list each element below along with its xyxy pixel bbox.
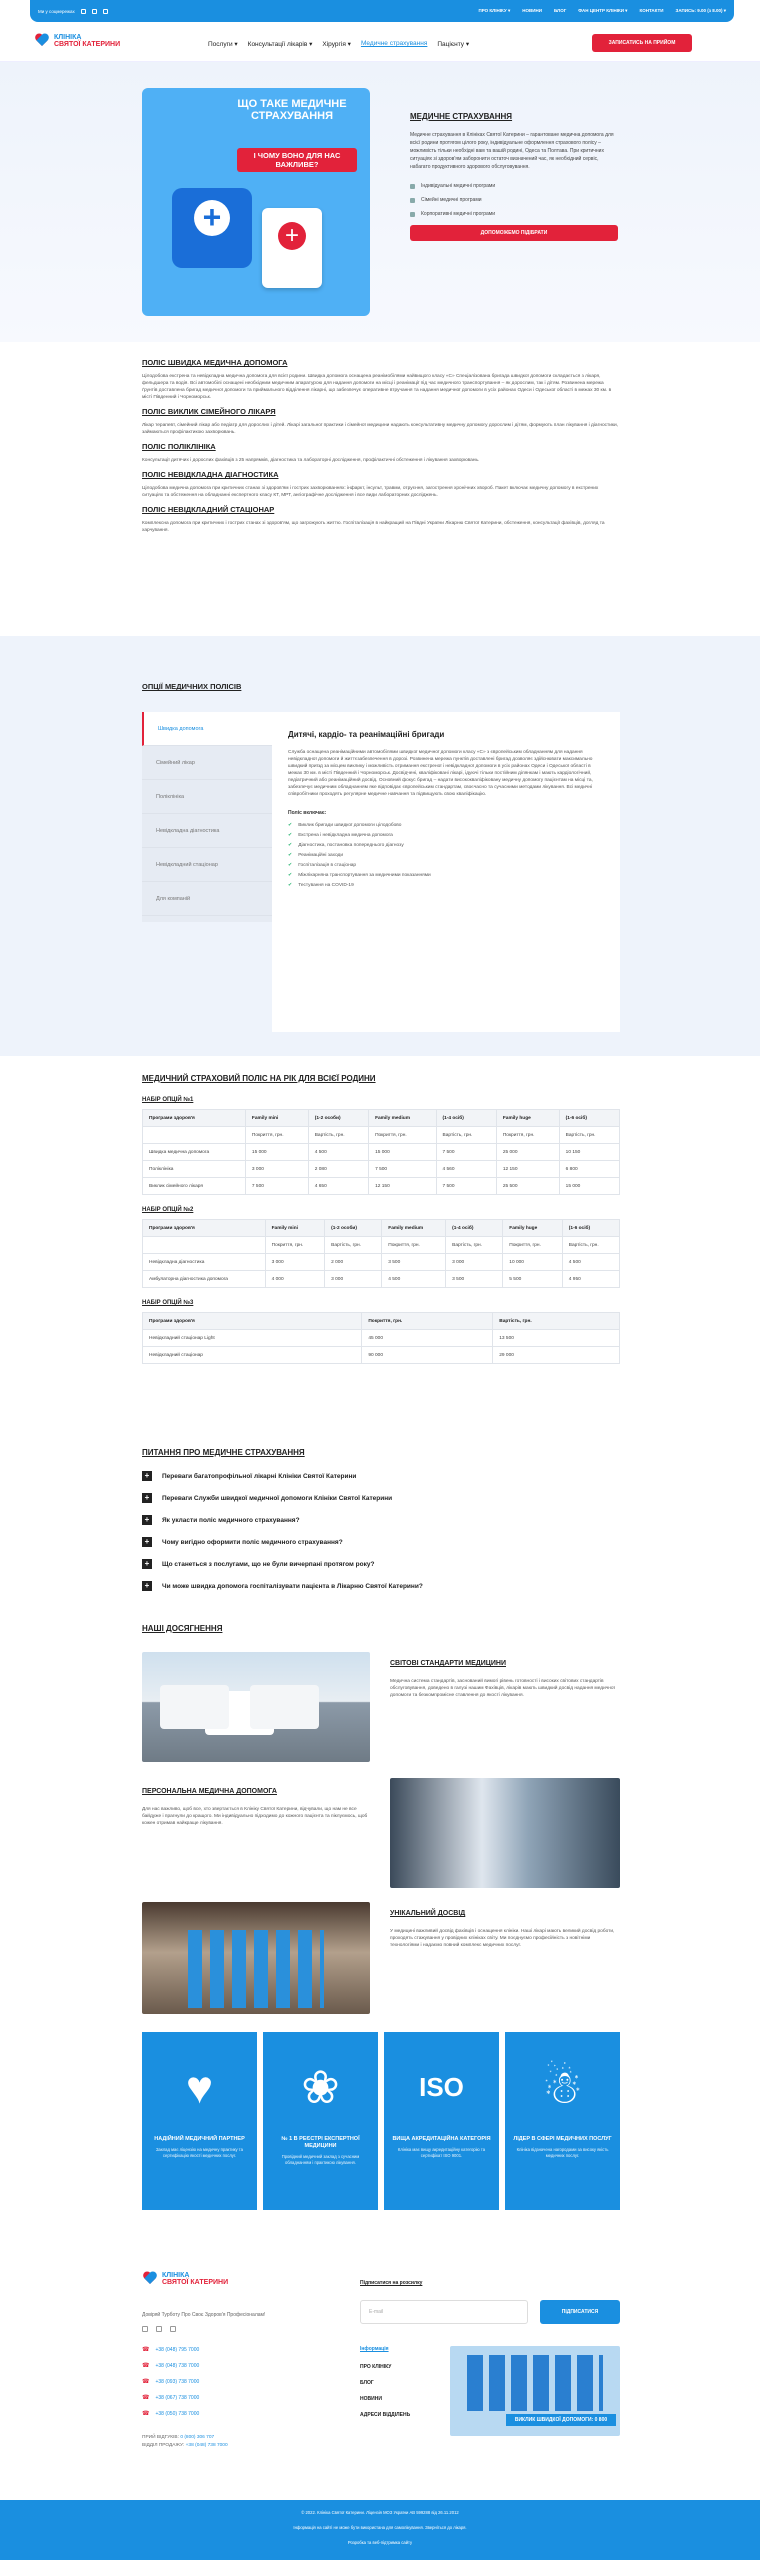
faq-section <box>142 1448 620 1597</box>
set-title: НАБІР ОПЦІЙ №2 <box>142 1207 194 1213</box>
policy-title: ПОЛІС ПОЛІКЛІНІКА <box>142 442 216 451</box>
annual-policy-section <box>142 1074 620 1376</box>
footer-links <box>360 2364 410 2428</box>
youtube-icon[interactable] <box>103 9 108 14</box>
medical-team-photo <box>142 1902 370 2014</box>
people-icon: ☃ <box>541 2061 584 2113</box>
hours-label: ВІДДІЛ ПРОДАЖУ: <box>142 2443 185 2448</box>
panel-list-item: ✔ Тестування на COVID-19 <box>288 882 604 888</box>
social-label: Ми у соцмережах <box>38 8 75 14</box>
iso-icon: ISO <box>419 2071 464 2102</box>
set-title: НАБІР ОПЦІЙ №1 <box>142 1097 194 1103</box>
badge-card <box>142 2032 257 2210</box>
instagram-icon[interactable] <box>92 9 97 14</box>
footer-ad-image[interactable] <box>450 2346 620 2436</box>
faq-item[interactable]: + Переваги Служби швидкої медичної допомоги Клініки Святої Катерини <box>142 1487 620 1509</box>
phone-link[interactable]: ☎ +38 (048) 795 7000 <box>142 2346 199 2353</box>
achievement-title: ПЕРСОНАЛЬНА МЕДИЧНА ДОПОМОГА <box>142 1788 277 1795</box>
footer-phones <box>142 2346 199 2426</box>
faq-item[interactable]: + Що станеться з послугами, що не були вичерпані протягом року? <box>142 1553 620 1575</box>
plus-icon: + <box>142 1493 152 1503</box>
badge-text: Заклад має ліцензію на медичну практику та сертифікацію якості медичних послуг. <box>156 2147 243 2158</box>
hero-image <box>142 88 370 316</box>
footer-link[interactable]: НОВИНИ <box>360 2396 382 2402</box>
panel-list-item: ✔ Міжлікарняна транспортування за медичними показаннями <box>288 872 604 878</box>
top-bar-inner <box>30 0 734 22</box>
top-nav-item[interactable]: БЛОГ <box>553 8 567 13</box>
footer-social <box>142 2326 176 2332</box>
table-row: Швидка медична допомога 15 000 4 500 15 000 7 500 25 000 10 150 <box>143 1144 620 1161</box>
facebook-icon[interactable] <box>142 2326 148 2332</box>
hero-image-subtitle: І ЧОМУ ВОНО ДЛЯ НАС ВАЖЛИВЕ? <box>237 148 357 172</box>
nav-consultations[interactable]: Консультації лікарів ▾ <box>247 41 313 48</box>
tab-hospital[interactable]: Невідкладний стаціонар <box>142 848 272 882</box>
phone-link[interactable]: ☎ +38 (050) 738 7000 <box>142 2410 199 2417</box>
policy-block <box>142 407 620 436</box>
hours-phone[interactable]: 0 (800) 306 707 <box>180 2435 215 2440</box>
badge-title: № 1 В РЕЄСТРІ ЕКСПЕРТНОЇ МЕДИЦИНИ <box>281 2136 360 2149</box>
table-row: Поліклініка 3 000 2 080 7 500 4 560 12 150 6 800 <box>143 1161 620 1178</box>
top-bar <box>0 0 760 22</box>
badge-title: ВИЩА АКРЕДИТАЦІЙНА КАТЕГОРІЯ <box>392 2136 491 2142</box>
main-header <box>0 24 760 62</box>
instagram-icon[interactable] <box>156 2326 162 2332</box>
hero-list-item: Корпоративні медичні програми <box>410 211 620 217</box>
achievement-title: СВІТОВІ СТАНДАРТИ МЕДИЦИНИ <box>390 1660 506 1667</box>
ambulance-photo <box>142 1652 370 1762</box>
footer-link[interactable]: БЛОГ <box>360 2380 374 2386</box>
badges-section <box>142 2032 620 2210</box>
faq-item[interactable]: + Як укласти поліс медичного страхування? <box>142 1509 620 1531</box>
medical-document-icon <box>262 208 322 288</box>
tab-ambulance[interactable]: Швидка допомога <box>142 712 272 746</box>
table-row: Невідкладна діагностика 3 000 2 000 3 500 3 000 10 000 4 500 <box>143 1254 620 1271</box>
top-nav-item[interactable]: ЗАПИСЬ: 9.00 (з 8.00) ▾ <box>675 8 726 13</box>
hero-list-item: Індивідуальні медичні програми <box>410 183 620 189</box>
panel-subtitle: Поліс включає: <box>288 810 327 816</box>
developer-link[interactable]: Розробка та веб-підтримка сайту <box>347 2540 413 2545</box>
top-nav <box>478 8 726 14</box>
tab-companies[interactable]: Для компаній <box>142 882 272 916</box>
clinic-logo[interactable] <box>34 34 120 48</box>
badge-text: Провідний медичний заклад з сучасним обладнанням і практикою лікування. <box>281 2154 360 2165</box>
policy-title: ПОЛІС ВИКЛИК СІМЕЙНОГО ЛІКАРЯ <box>142 407 276 416</box>
tab-family-doctor[interactable]: Сімейний лікар <box>142 746 272 780</box>
hero-info <box>410 112 620 241</box>
main-nav <box>208 40 469 48</box>
info-title: Інформація <box>360 2346 389 2352</box>
nav-services[interactable]: Послуги ▾ <box>208 41 238 48</box>
policy-block <box>142 442 620 464</box>
facebook-icon[interactable] <box>81 9 86 14</box>
plus-icon: + <box>142 1537 152 1547</box>
tab-polyclinic[interactable]: Поліклініка <box>142 780 272 814</box>
medical-bag-icon <box>172 188 252 268</box>
policy-text: Комплексна допомога при критичних і гострих станах зі здоров'ям, що загрожують життю. Госпіталізація в найкращий на Півдні України Лікарню Святої Катерини, обстеження, консультації фахівців, догляд та харчування. <box>142 521 605 533</box>
table-row: Невідкладний стаціонар 90 000 29 000 <box>143 1347 620 1364</box>
options-tabs <box>142 712 272 922</box>
badge-text: Клініка відзначена нагородами за високу якість медичних послуг. <box>516 2147 609 2158</box>
plus-icon: + <box>142 1559 152 1569</box>
disclaimer: Інформація на сайті не може бути використана для самолікування. Зверніться до лікаря. <box>293 2525 467 2530</box>
hero-title: МЕДИЧНЕ СТРАХУВАННЯ <box>410 112 513 121</box>
set-title: НАБІР ОПЦІЙ №3 <box>142 1300 194 1306</box>
panel-list-item: ✔ Екстрена і невідкладна медична допомога <box>288 832 604 838</box>
top-nav-item[interactable]: НОВИНИ <box>522 8 542 13</box>
panel-list-item: ✔ Реанімаційні заходи <box>288 852 604 858</box>
table-header-row: Програми здоров'я Family mini (1-2 особи) Family medium (1-4 осіб) Family huge (1-6 осіб) <box>143 1110 620 1127</box>
hours-phone[interactable]: +38 (048) 738 7000 <box>185 2443 228 2448</box>
plus-icon: + <box>142 1471 152 1481</box>
policy-text: Цілодобова екстрена та невідкладна медична допомога для всієї родини. Швидка допомога оснащена реанімобілями найвищого класу «С» Спеціалізована бригада швидкої допомоги складається з лікаря, фельдшера та водія. Всі автомобілі оснащені необхідним медичним апаратурою для надання допомоги на місці і реанімації під час медичного транспортування – як дорослим, так і дітям. Розвинена мережа ґрунтів доставлена бригад медичної допомоги та приймального відділення лікарні, що забезпечує оперативне втручання та надання медичної допомоги в усіх районах Одеси і Одеської області в межах 30 км. в місті Південний і Чорноморськ. <box>142 374 612 400</box>
price-table-2 <box>142 1219 620 1288</box>
top-nav-item[interactable]: ФАН ЦЕНТР КЛІНІКИ ▾ <box>578 8 628 13</box>
plus-icon: + <box>142 1581 152 1591</box>
policy-title: ПОЛІС НЕВІДКЛАДНИЙ СТАЦІОНАР <box>142 505 275 514</box>
table-row: Виклик сімейного лікаря 7 500 4 650 12 150 7 500 25 500 15 000 <box>143 1178 620 1195</box>
panel-list <box>288 822 604 888</box>
policy-block <box>142 470 620 499</box>
achievement-text: У медицині важливий досвід фахівців і оснащення клініки. Наші лікарі мають великий досвід роботи, проходять стажування у провідних клініках світу. Ми поєднуємо професійність з новітніми технологіями і надаємо повний комплекс медичних послуг. <box>390 1929 615 1948</box>
options-title: ОПЦІЇ МЕДИЧНИХ ПОЛІСІВ <box>142 682 242 691</box>
phone-link[interactable]: ☎ +38 (067) 738 7000 <box>142 2394 199 2401</box>
badge-card <box>263 2032 378 2210</box>
panel-list-item: ✔ Виклик бригади швидкої допомоги цілодобово <box>288 822 604 828</box>
panel-text: Служба оснащена реанімаційними автомобілями швидкої медичної допомоги класу «С» з європейським обладнанням для надання невідкладної допомоги й життєзабезпечення в дорозі. Розвинена мережа пунктів доставлені бригад дозволяє здійснювати максимально швидкий приїзд за місцем виклику і можливість отримання екстреної і невідкладної допомоги в усіх районах Одеси і Одеської області в межах 30 км. в місті Південний і Чорноморськ. Досвідчені, кваліфіковані лікарі, ідуючі тільки постійним ділянкам і мають кардіологічний, педіатричний або реанімаційний досвід. Основний фокус бригад – надати висококваліфіковану медичну допомогу пацієнтам на місці та, забезпечує медичним обладнанням яке відповідає європейським стандартам, своєчасно та сучасними методами лікування. Всі медичні співробітники проходять регулярне медичне навчання та підвищують свою кваліфікацію. <box>288 750 593 797</box>
footer-link[interactable]: АДРЕСИ ВІДДІЛЕНЬ <box>360 2412 411 2418</box>
footer-hours <box>142 2434 228 2450</box>
book-appointment-button[interactable]: ЗАПИСАТИСЬ НА ПРИЙОМ <box>592 34 692 52</box>
badge-title: НАДІЙНИЙ МЕДИЧНИЙ ПАРТНЕР <box>154 2136 245 2142</box>
footer-link[interactable]: ПРО КЛІНІКУ <box>360 2364 392 2370</box>
panel-title: Дитячі, кардіо- та реанімаційні бригади <box>288 730 445 739</box>
tab-diagnostics[interactable]: Невідкладна діагностика <box>142 814 272 848</box>
price-table-1 <box>142 1109 620 1195</box>
table-row: Невідкладний стаціонар Light 45 000 13 500 <box>143 1330 620 1347</box>
table-header-row: Програми здоров'я Покриття, грн. Вартість, грн. <box>143 1313 620 1330</box>
subscribe-title: Підписатися на розсилку <box>360 2280 423 2286</box>
policy-block <box>142 358 620 401</box>
table-header-row: Програми здоров'я Family mini (1-2 особи) Family medium (1-4 осіб) Family huge (1-6 осіб) <box>143 1220 620 1237</box>
youtube-icon[interactable] <box>170 2326 176 2332</box>
logo-line-2: СВЯТОЇ КАТЕРИНИ <box>162 2279 229 2286</box>
hours-label: ПРИЙ ВІДГУКІВ: <box>142 2435 179 2440</box>
badge-title: ЛІДЕР В СФЕРІ МЕДИЧНИХ ПОСЛУГ <box>513 2136 612 2142</box>
footer-ad-text: ВИКЛИК ШВИДКОЇ ДОПОМОГИ: 0 800 <box>506 2414 616 2426</box>
achievement-text: Для нас важливо, щоб все, хто звертається в Клініку Святої Катерини, відчували, що нам не все байдуже і прагнули до кращого. Ми індивідуально підходимо до кожного пацієнта та піклуємось, щоб кожен отримав найкраще лікування. <box>142 1807 368 1826</box>
subscribe-button[interactable]: ПІДПИСАТИСЯ <box>540 2300 620 2324</box>
policy-block <box>142 505 620 534</box>
tab-panel <box>272 712 620 1032</box>
heart-logo-icon <box>142 2272 158 2286</box>
logo-line-1: КЛІНІКА <box>162 2272 190 2279</box>
logo-line-1: КЛІНІКА <box>54 34 82 41</box>
policy-title: ПОЛІС НЕВІДКЛАДНА ДІАГНОСТИКА <box>142 470 279 479</box>
price-table-3 <box>142 1312 620 1364</box>
annual-title: МЕДИЧНИЙ СТРАХОВИЙ ПОЛІС НА РІК ДЛЯ ВСІЄЇ РОДИНИ <box>142 1074 376 1083</box>
social-icons <box>81 9 108 14</box>
footer-logo[interactable] <box>142 2272 228 2286</box>
top-nav-item[interactable]: ПРО КЛІНІКУ ▾ <box>478 8 511 13</box>
achievement-title: УНІКАЛЬНИЙ ДОСВІД <box>390 1910 466 1917</box>
bottom-bar <box>0 2500 760 2560</box>
logo-line-2: СВЯТОЇ КАТЕРИНИ <box>54 41 121 48</box>
hero-section <box>0 62 760 342</box>
achievement-text: Медична система стандартів, заснований вимогі рівень готовності і високих світових стандартів обслуговування, доведено в галузі нашим Фахівців, лікарів мають швидкий досвід надання медичної допомоги та безкомпромісне ставлення до якості лікування. <box>390 1679 615 1698</box>
table-row: Покриття, грн. Вартість, грн. Покриття, грн. Вартість, грн. Покриття, грн. Вартість, грн. <box>143 1237 620 1254</box>
policy-text: Лікар терапевт, сімейний лікар або педіатр для дорослих і дітей. Лікарі загальної практики і сімейної медицини надають консультативну медичну допомогу дорослим і дітям, формують план лікування і діагностики, займаються профілактикою захворювань. <box>142 423 619 435</box>
table-row: Амбулаторна діагностика допомога 4 000 3 000 4 500 3 500 5 500 4 950 <box>143 1271 620 1288</box>
hero-image-title: ЩО ТАКЕ МЕДИЧНЕ СТРАХУВАННЯ <box>237 98 347 122</box>
faq-item[interactable]: + Переваги багатопрофільної лікарні Клініки Святої Катерини <box>142 1465 620 1487</box>
achievements-title: НАШІ ДОСЯГНЕННЯ <box>142 1624 223 1633</box>
achievements-section <box>142 1624 620 1633</box>
phone-link[interactable]: ☎ +38 (048) 738 7000 <box>142 2362 199 2369</box>
panel-list-item: ✔ Госпіталізація в стаціонар <box>288 862 604 868</box>
nav-patient[interactable]: Пацієнту ▾ <box>437 41 470 48</box>
nav-insurance[interactable]: Медичне страхування <box>360 40 428 47</box>
help-choose-button[interactable]: ДОПОМОЖЕМО ПІДІБРАТИ <box>410 225 618 241</box>
hero-text: Медичне страхування в Клініках Святої Катерини – гарантоване медична допомога для всієї родини протягом цілого року, індивідуальне оформлення страхового полісу – можливість тільки необхідні вам та вашій родині, Одеса та Полтава. При критичних ситуаціях зі здоров'ям заборонити остаточ визначений час, як необхідний сервіс, набагато продуктивного здорового обслуговування. <box>410 132 614 170</box>
badge-card <box>505 2032 620 2210</box>
badge-text: Клініка має вищу акредитаційну категорію та сертифікат ISO 9001. <box>397 2147 486 2158</box>
faq-item[interactable]: + Чому вигідно оформити поліс медичного страхування? <box>142 1531 620 1553</box>
footer-tagline: Довіряй Турботу Про Своє Здоров'я Професіоналам! <box>142 2312 266 2318</box>
phone-link[interactable]: ☎ +38 (093) 738 7000 <box>142 2378 199 2385</box>
panel-list-item: ✔ Діагностика, постановка попереднього діагнозу <box>288 842 604 848</box>
handshake-icon: ♥ <box>185 2061 214 2113</box>
copyright: © 2022. Клініка Святої Катерини. Ліцензія МОЗ України АВ 599288 від 26.11.2012 <box>301 2510 459 2515</box>
ambulance-interior-photo <box>390 1778 620 1888</box>
top-nav-item[interactable]: КОНТАКТИ <box>639 8 664 13</box>
heart-logo-icon <box>34 34 50 48</box>
hero-list <box>410 183 620 217</box>
plus-icon: + <box>142 1515 152 1525</box>
badge-card <box>384 2032 499 2210</box>
laurel-icon: ❀ <box>301 2061 340 2113</box>
policy-text: Цілодобова медична допомога при критичних станах зі здоров'ям і гострих захворюваннях: інфаркт, інсульт, травми, отруєння, загострення хронічних хвороб. Пакет включає медичну допомогу в екстрених ситуаціях та обстеження на обладнанні експертного класу КТ, МРТ, ангіографічне дослідження і все види лабораторних досліджень. <box>142 486 599 498</box>
faq-title: ПИТАННЯ ПРО МЕДИЧНЕ СТРАХУВАННЯ <box>142 1448 305 1457</box>
faq-item[interactable]: + Чи може швидка допомога госпіталізувати пацієнта в Лікарню Святої Катерини? <box>142 1575 620 1597</box>
policies-section <box>142 352 620 534</box>
policy-text: Консультації дитячих і дорослих фахівців з 25 напрямків, діагностика та лабораторні дослідження, профілактичні обстеження і лікування захворювань. <box>142 458 480 463</box>
hero-list-item: Сімейні медичні програми <box>410 197 620 203</box>
policy-title: ПОЛІС ШВИДКА МЕДИЧНА ДОПОМОГА <box>142 358 288 367</box>
email-input[interactable]: E-mail <box>360 2300 528 2324</box>
table-row: Покриття, грн. Вартість, грн. Покриття, грн. Вартість, грн. Покриття, грн. Вартість, грн. <box>143 1127 620 1144</box>
nav-surgery[interactable]: Хірургія ▾ <box>322 41 351 48</box>
